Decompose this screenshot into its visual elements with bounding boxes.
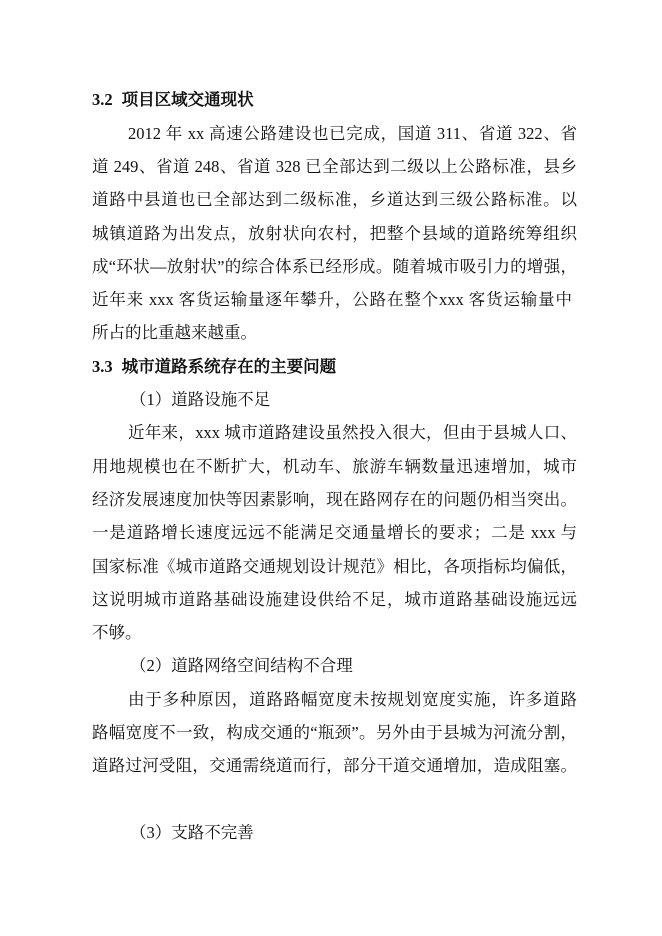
paragraph-line: 近年来，xxx 城市道路建设虽然投入很大，但由于县城人口、	[128, 423, 577, 443]
subsection-label: （3）支路不完善	[130, 822, 254, 842]
paragraph-line: 经济发展速度加快等因素影响，现在路网存在的问题仍相当突出。	[92, 489, 577, 509]
subsection-label: （1）道路设施不足	[130, 390, 271, 410]
paragraph-line: 道路中县道也已全部达到二级标准，乡道达到三级公路标准。以	[92, 190, 577, 210]
section-heading-3-2	[92, 83, 577, 116]
paragraph-line: 道 249、省道 248、省道 328 已全部达到二级以上公路标准，县乡	[92, 156, 577, 176]
paragraph-line: 2012 年 xx 高速公路建设也已完成，国道 311、省道 322、省	[128, 123, 577, 143]
paragraph-line: 这说明城市道路基础设施建设供给不足，城市道路基础设施远远	[92, 589, 577, 609]
section-title: 城市道路系统存在的主要问题	[121, 356, 337, 376]
document-page	[92, 83, 577, 849]
paragraph-line: 用地规模也在不断扩大，机动车、旅游车辆数量迅速增加，城市	[92, 456, 577, 476]
blank-line	[92, 783, 577, 816]
paragraph-line: 由于多种原因，道路路幅宽度未按规划宽度实施，许多道路	[128, 689, 577, 709]
section-number: 3.2	[92, 90, 113, 110]
paragraph-line: 路幅宽度不一致，构成交通的“瓶颈”。另外由于县城为河流分割，	[92, 723, 577, 743]
paragraph-line: 道路过河受阻，交通需绕道而行，部分干道交通增加，造成阻塞。	[92, 756, 577, 776]
paragraph-line: 近年来 xxx 客货运输量逐年攀升，公路在整个xxx 客货运输量中	[92, 290, 572, 310]
paragraph-line: 一是道路增长速度远远不能满足交通量增长的要求；二是 xxx 与	[92, 523, 577, 543]
paragraph-line: 所占的比重越来越重。	[92, 323, 257, 343]
paragraph-line: 城镇道路为出发点，放射状向农村，把整个县域的道路统筹组织	[92, 223, 577, 243]
paragraph-line: 成“环状—放射状”的综合体系已经形成。随着城市吸引力的增强，	[92, 256, 577, 276]
section-heading-3-3	[92, 350, 577, 383]
section-number: 3.3	[92, 356, 113, 376]
section-title: 项目区域交通现状	[121, 90, 254, 110]
paragraph-line: 不够。	[92, 623, 142, 643]
subsection-label: （2）道路网络空间结构不合理	[130, 656, 353, 676]
paragraph-line: 国家标准《城市道路交通规划设计规范》相比，各项指标均偏低，	[92, 556, 577, 576]
